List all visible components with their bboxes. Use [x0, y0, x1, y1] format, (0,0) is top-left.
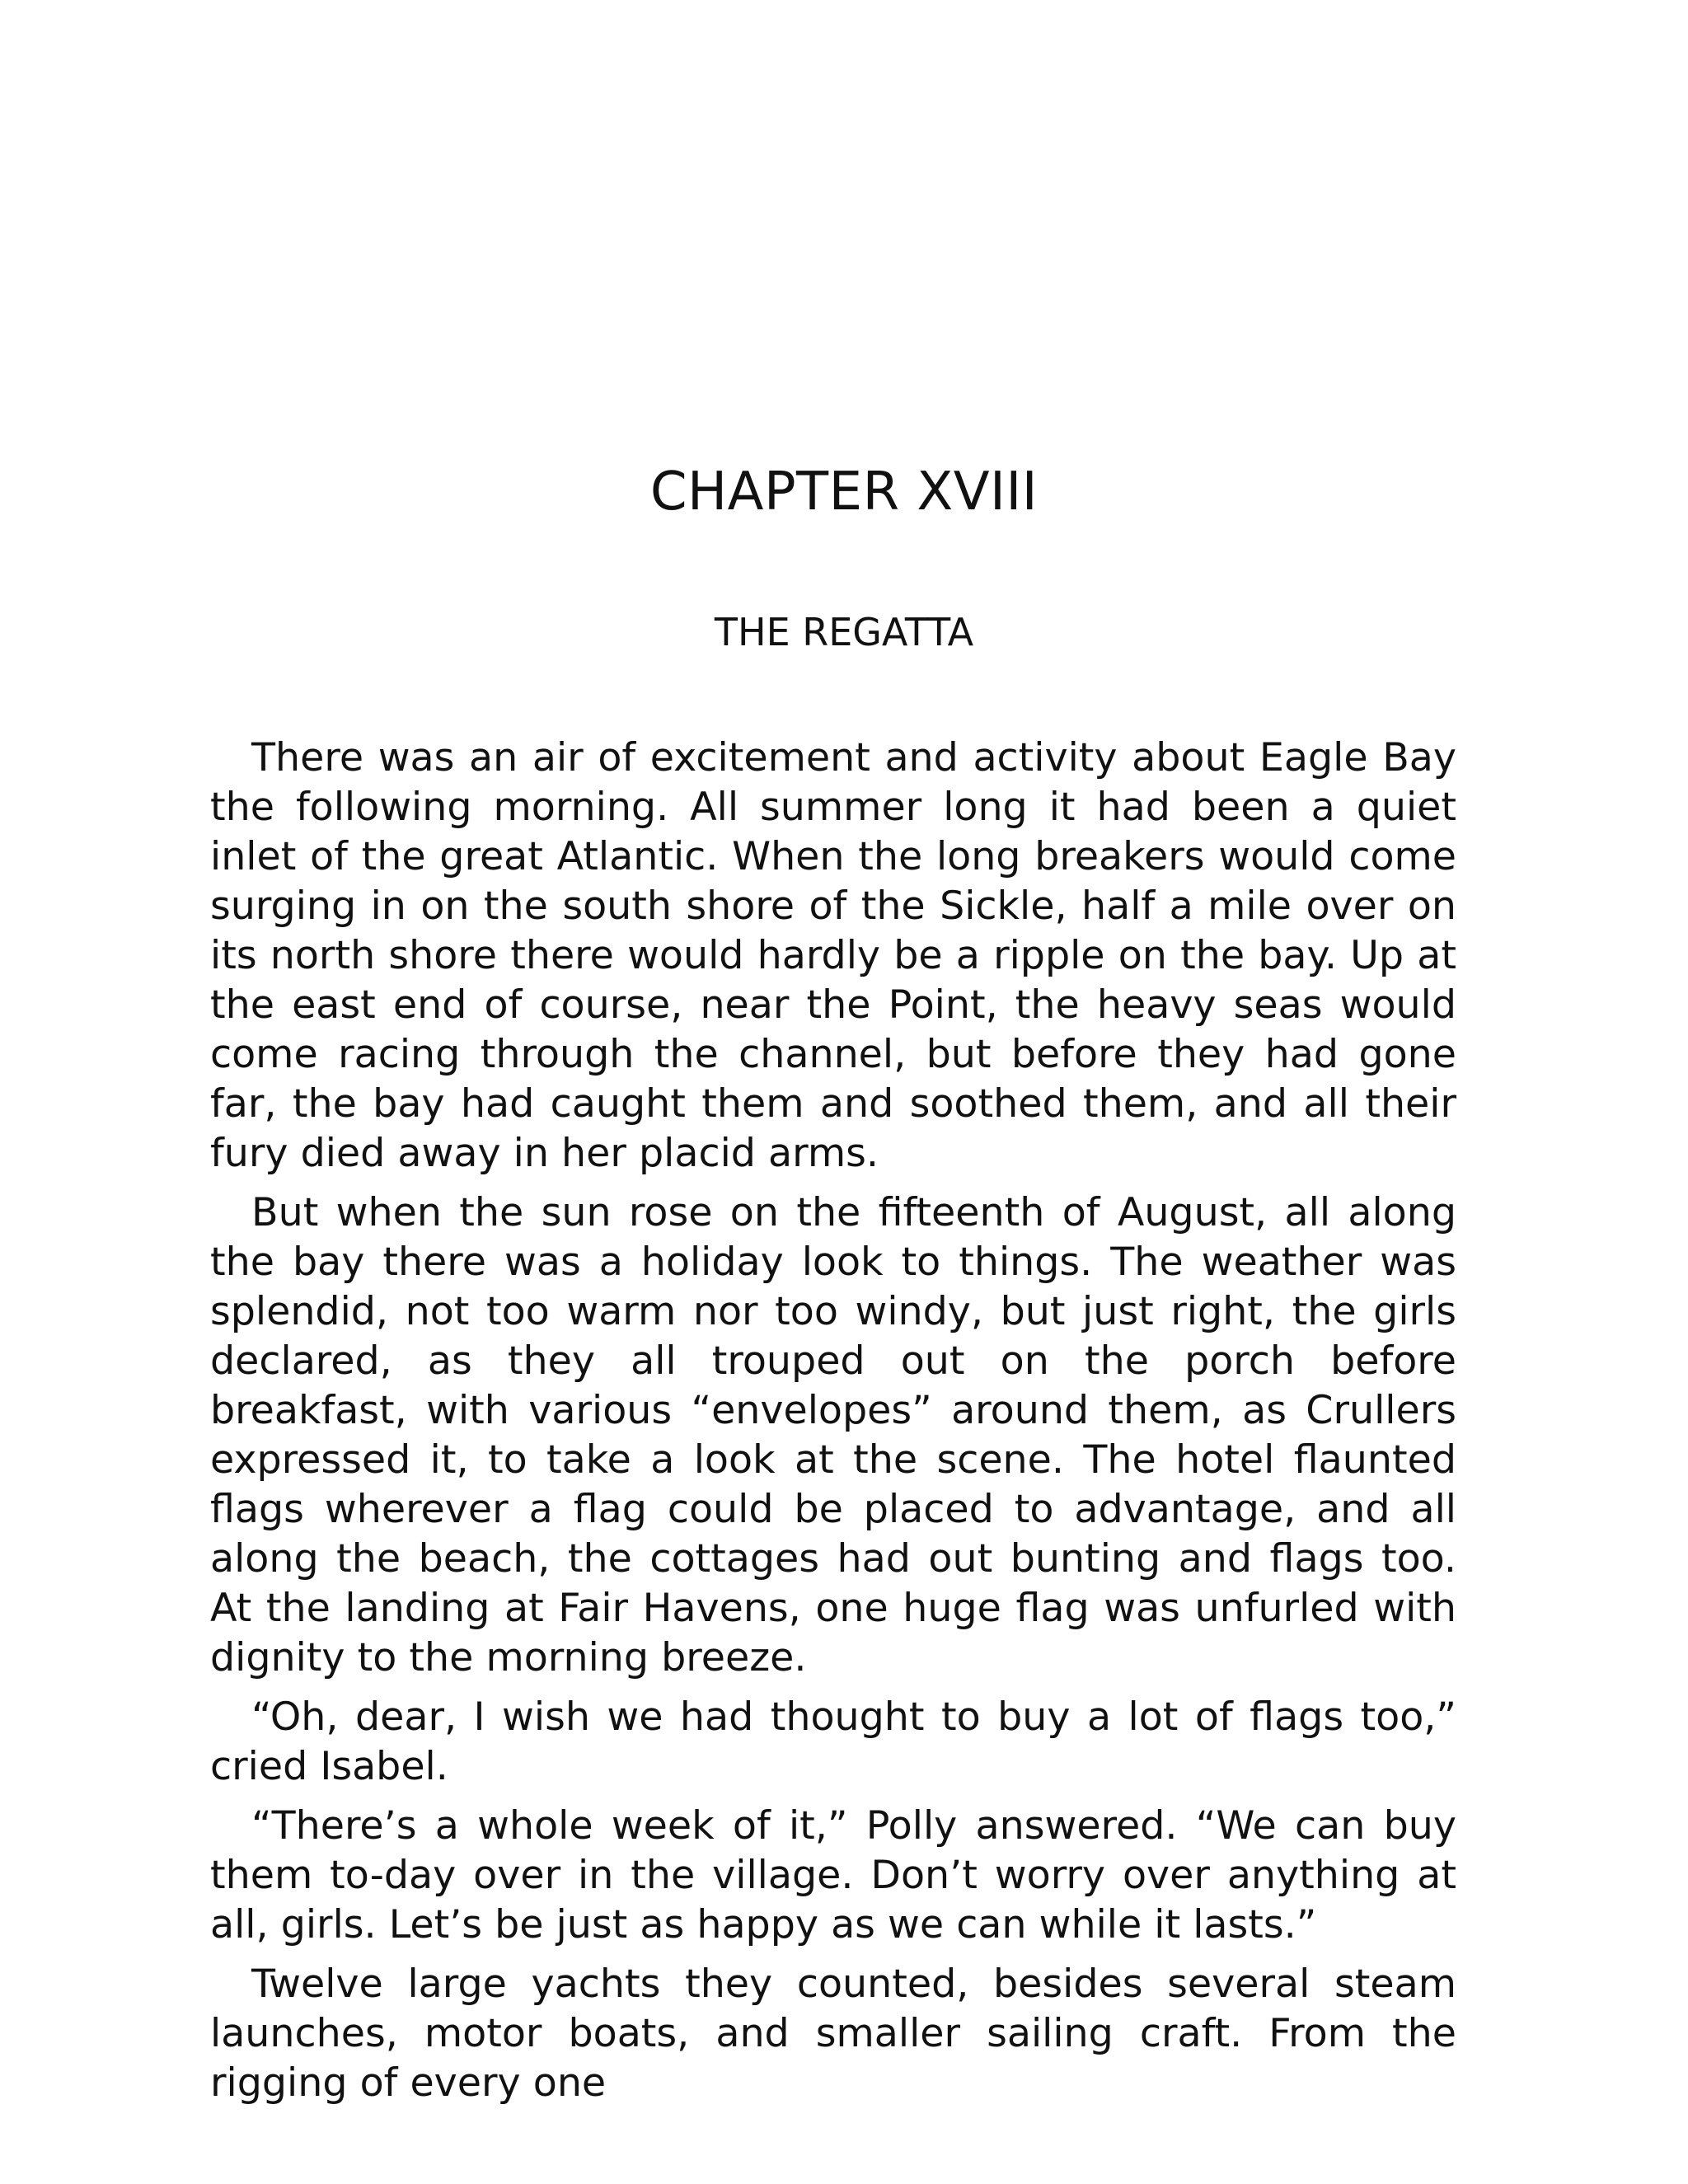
chapter-body	[210, 733, 1456, 2118]
paragraph: Twelve large yachts they counted, besides several steam launches, motor boats, and smaller sailing craft. From the rigging of every one	[210, 1961, 1456, 2106]
chapter-title: THE REGATTA	[714, 610, 974, 654]
chapter-number: CHAPTER XVIII	[649, 462, 1039, 523]
paragraph: “Oh, dear, I wish we had thought to buy a lot of flags too,” cried Isabel.	[210, 1694, 1456, 1789]
paragraph: There was an air of excitement and activity about Eagle Bay the following morning. All summer long it had been a quiet inlet of the great Atlantic. When the long breakers would come surging in on the south shore of the Sickle, half a mile over on its north shore there would hardly be a ripple on the bay. Up at the east end of course, near the Point, the heavy seas would come racing through the channel, but before they had gone far, the bay had caught them and soothed them, and all their fury died away in her placid arms.	[210, 735, 1456, 1176]
paragraph: But when the sun rose on the fifteenth of August, all along the bay there was a holiday look to things. The weather was splendid, not too warm nor too windy, but just right, the girls declared, as they all trouped out on the porch before breakfast, with various “envelopes” around them, as Crullers expressed it, to take a look at the scene. The hotel flaunted flags wherever a flag could be placed to advantage, and all along the beach, the cottages had out bunting and flags too. At the landing at Fair Havens, one huge flag was unfurled with dignity to the morning breeze.	[210, 1190, 1456, 1680]
paragraph: “There’s a whole week of it,” Polly answered. “We can buy them to-day over in the village. Don’t worry over anything at all, girls. Let’s be just as happy as we can while it lasts.”	[210, 1803, 1456, 1947]
